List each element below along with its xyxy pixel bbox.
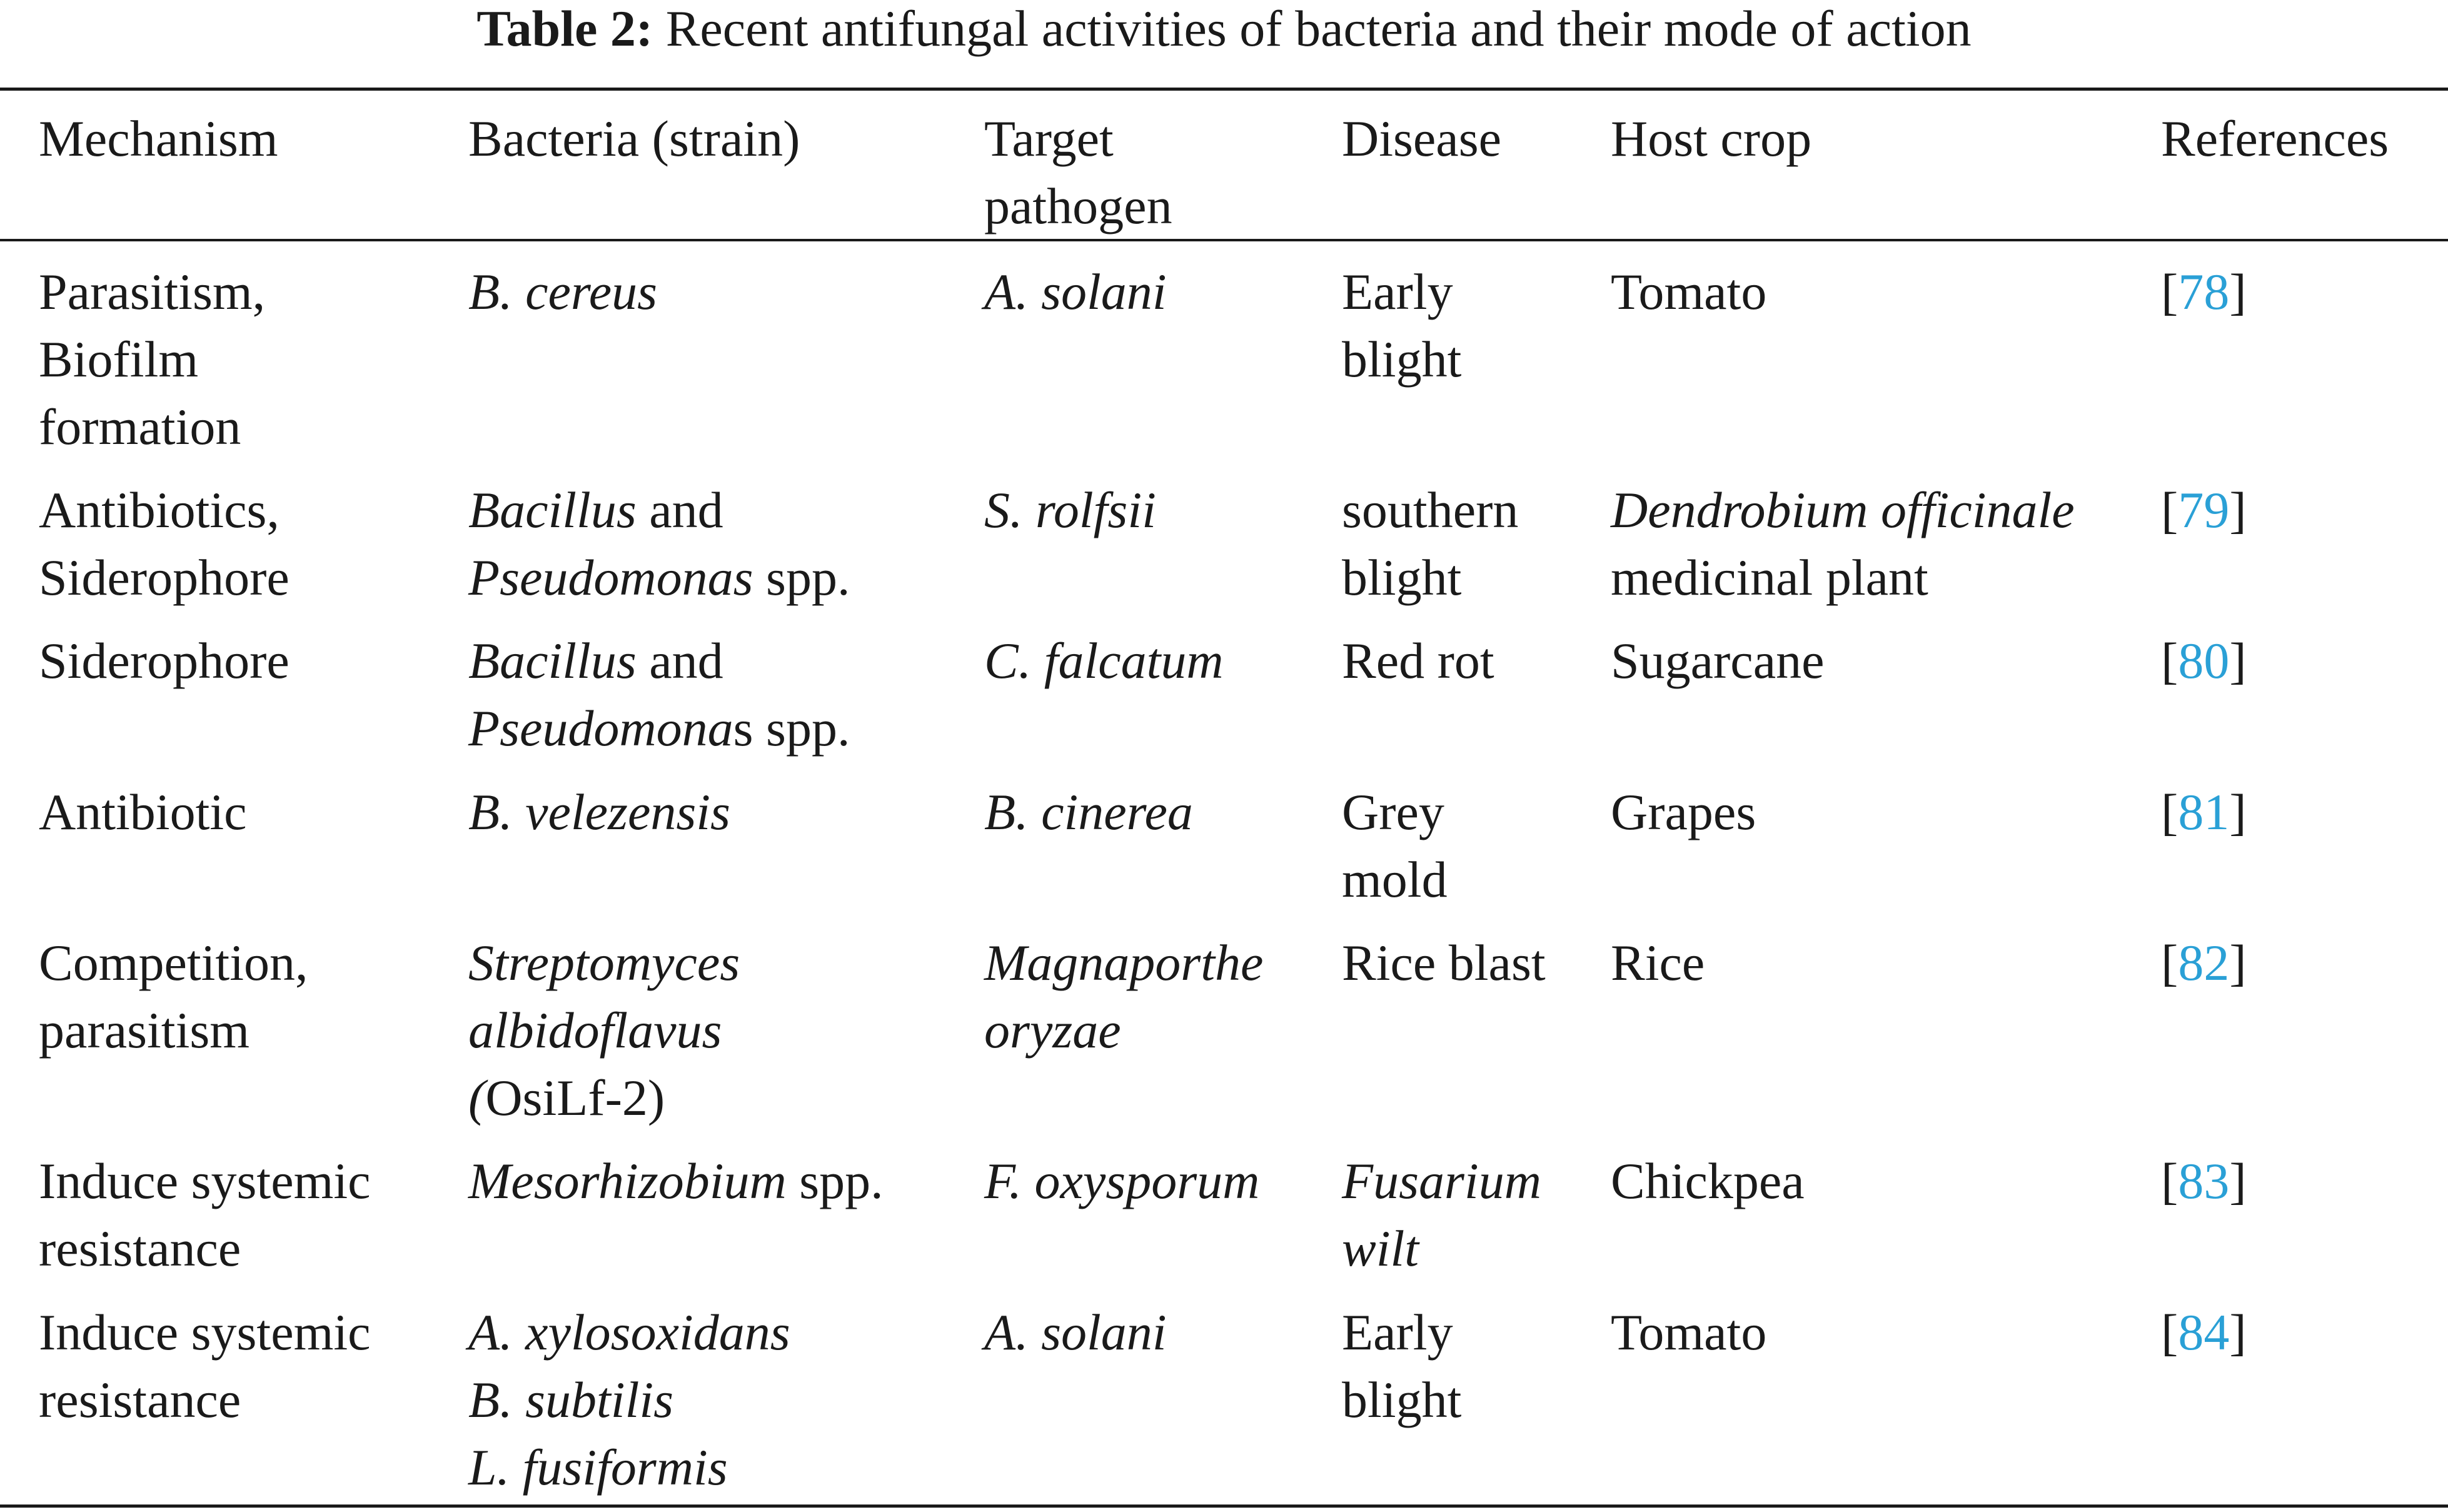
cell-text: and xyxy=(636,632,723,689)
strain-id: OsiLf-2) xyxy=(485,1069,665,1126)
cell-reference: [78] xyxy=(2161,263,2247,320)
cell-mechanism xyxy=(39,476,290,612)
cell-line: L. fusiformis xyxy=(468,1439,728,1496)
header-disease: Disease xyxy=(1342,110,1502,167)
cell-host-crop: Grapes xyxy=(1611,784,1756,840)
cell-line xyxy=(468,476,850,544)
header-target-pathogen xyxy=(984,105,1172,240)
cell-mechanism xyxy=(39,258,265,461)
cell-mechanism: Antibiotic xyxy=(39,784,247,840)
cell-mechanism xyxy=(39,929,308,1064)
cell-host-crop: Tomato xyxy=(1611,1304,1767,1361)
cell-text: spp. xyxy=(753,549,850,606)
cell-target-pathogen: C. falcatum xyxy=(984,632,1224,689)
table-caption-text: Recent antifungal activities of bacteria and their mode of action xyxy=(665,0,1972,57)
cell-line: Fusarium xyxy=(1342,1152,1541,1209)
reference-link[interactable]: 83 xyxy=(2178,1152,2230,1209)
cell-disease xyxy=(1342,1147,1541,1283)
cell-reference: [82] xyxy=(2161,934,2247,991)
cell-line: Early xyxy=(1342,1304,1453,1361)
cell-line: medicinal plant xyxy=(1611,549,1928,606)
cell-disease xyxy=(1342,476,1518,612)
cell-reference: [83] xyxy=(2161,1152,2247,1209)
cell-reference: [84] xyxy=(2161,1304,2247,1361)
cell-line: albidoflavus xyxy=(468,1002,722,1059)
reference-link[interactable]: 79 xyxy=(2178,481,2230,538)
cell-line: southern xyxy=(1342,481,1519,538)
cell-target-pathogen: S. rolfsii xyxy=(984,481,1156,538)
header-target-line1: Target xyxy=(984,110,1114,167)
genus-name: Pseudomona xyxy=(468,700,733,757)
cell-bacteria xyxy=(468,1299,790,1501)
cell-target-pathogen: A. solani xyxy=(984,1304,1167,1361)
cell-text: ( xyxy=(468,1069,486,1126)
cell-target-pathogen: B. cinerea xyxy=(984,784,1193,840)
cell-line xyxy=(468,695,850,762)
reference-link[interactable]: 82 xyxy=(2178,934,2230,991)
cell-line: Early xyxy=(1342,263,1453,320)
cell-line: wilt xyxy=(1342,1220,1419,1277)
cell-disease xyxy=(1342,779,1448,914)
genus-name: Mesorhizobium xyxy=(468,1152,787,1209)
cell-line: Magnaporthe xyxy=(984,934,1264,991)
cell-text: spp. xyxy=(786,1152,884,1209)
cell-line: Competition, xyxy=(39,934,308,991)
cell-line: Biofilm xyxy=(39,331,199,388)
cell-target-pathogen xyxy=(984,929,1263,1064)
header-target-line2: pathogen xyxy=(984,178,1172,234)
cell-line xyxy=(468,544,850,612)
cell-line: B. subtilis xyxy=(468,1371,674,1428)
cell-line: resistance xyxy=(39,1371,241,1428)
cell-text: and xyxy=(636,481,723,538)
cell-bacteria: B. velezensis xyxy=(468,784,730,840)
cell-mechanism: Siderophore xyxy=(39,632,290,689)
cell-line: A. xylosoxidans xyxy=(468,1304,790,1361)
reference-link[interactable]: 81 xyxy=(2178,784,2230,840)
cell-bacteria xyxy=(468,627,850,762)
cell-host-crop: Sugarcane xyxy=(1611,632,1825,689)
cell-line: resistance xyxy=(39,1220,241,1277)
cell-line: blight xyxy=(1342,1371,1462,1428)
cell-text: s spp. xyxy=(733,700,850,757)
genus-name: Bacillus xyxy=(468,481,637,538)
cell-disease: Red rot xyxy=(1342,632,1494,689)
header-bacteria: Bacteria (strain) xyxy=(468,110,800,167)
cell-line xyxy=(468,1064,740,1132)
header-host-crop: Host crop xyxy=(1611,110,1812,167)
reference-link[interactable]: 78 xyxy=(2178,263,2230,320)
cell-line xyxy=(468,627,850,695)
cell-line: oryzae xyxy=(984,1002,1121,1059)
cell-line: mold xyxy=(1342,851,1448,908)
reference-link[interactable]: 84 xyxy=(2178,1304,2230,1361)
cell-line: parasitism xyxy=(39,1002,250,1059)
table-bottom-rule xyxy=(0,1504,2448,1508)
cell-line: blight xyxy=(1342,549,1462,606)
cell-bacteria xyxy=(468,929,740,1132)
cell-line: blight xyxy=(1342,331,1462,388)
genus-name: Bacillus xyxy=(468,632,637,689)
cell-line: Grey xyxy=(1342,784,1444,840)
cell-mechanism xyxy=(39,1147,371,1283)
cell-host-crop: Rice xyxy=(1611,934,1705,991)
cell-disease xyxy=(1342,1299,1461,1434)
cell-reference: [79] xyxy=(2161,481,2247,538)
cell-host-crop: Tomato xyxy=(1611,263,1767,320)
header-mechanism: Mechanism xyxy=(39,110,278,167)
cell-disease xyxy=(1342,258,1461,393)
cell-line: Induce systemic xyxy=(39,1304,371,1361)
cell-reference: [80] xyxy=(2161,632,2247,689)
genus-name: Pseudomonas xyxy=(468,549,753,606)
cell-host-crop xyxy=(1611,476,2075,612)
cell-target-pathogen: A. solani xyxy=(984,263,1167,320)
table-caption xyxy=(0,0,2448,63)
table-header-rule xyxy=(0,239,2448,241)
cell-line: Induce systemic xyxy=(39,1152,371,1209)
cell-line: Antibiotics, xyxy=(39,481,280,538)
cell-line: Parasitism, xyxy=(39,263,266,320)
header-references: References xyxy=(2161,110,2389,167)
cell-target-pathogen: F. oxysporum xyxy=(984,1152,1260,1209)
cell-line: Streptomyces xyxy=(468,934,740,991)
table-top-rule xyxy=(0,88,2448,91)
table-caption-label: Table 2: xyxy=(476,0,653,57)
cell-bacteria: B. cereus xyxy=(468,263,658,320)
cell-line: Siderophore xyxy=(39,549,290,606)
reference-link[interactable]: 80 xyxy=(2178,632,2230,689)
cell-line: formation xyxy=(39,398,241,455)
cell-bacteria xyxy=(468,1147,884,1215)
cell-host-crop: Chickpea xyxy=(1611,1152,1805,1209)
cell-reference: [81] xyxy=(2161,784,2247,840)
cell-line: Dendrobium officinale xyxy=(1611,481,2075,538)
cell-mechanism xyxy=(39,1299,371,1434)
cell-bacteria xyxy=(468,476,850,612)
cell-disease: Rice blast xyxy=(1342,934,1546,991)
